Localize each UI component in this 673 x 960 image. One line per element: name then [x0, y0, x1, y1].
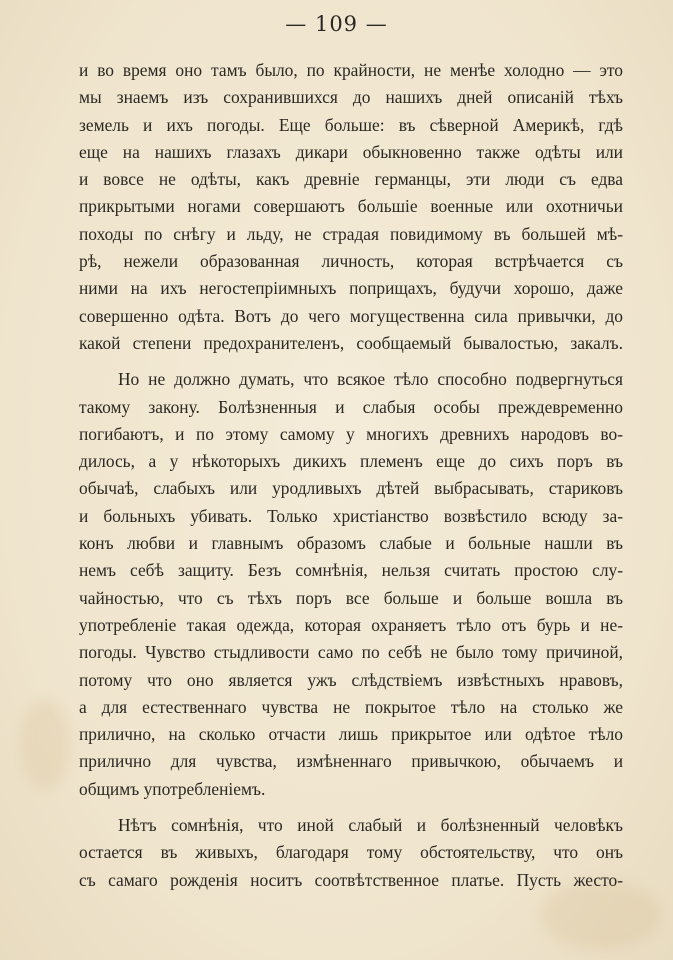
- text-line: общимъ употребленіемъ.: [79, 778, 266, 799]
- text-line: немъ себѣ защиту. Безъ сомнѣнія, нельзя считать простою слу-: [79, 560, 623, 581]
- text-line: погибаютъ, и по этому самому у многихъ древнихъ народовъ во-: [79, 423, 623, 444]
- paper-stain: [20, 700, 70, 790]
- text-line: прилично для чувства, измѣненнаго привычкою, обычаемъ и: [79, 751, 623, 772]
- text-line: еще на нашихъ глазахъ дикари обыкновенно также одѣты или: [79, 141, 623, 162]
- paragraph-gap: [79, 357, 623, 366]
- text-line: остается въ живыхъ, благодаря тому обстоятельству, что онъ: [79, 842, 623, 863]
- text-line: и больныхъ убивать. Только христіанство возвѣстило всюду за-: [79, 505, 623, 526]
- text-line: рѣ, нежели образованная личность, которая встрѣчается съ: [79, 251, 623, 272]
- text-line: мы знаемъ изъ сохранившихся до нашихъ дней описаній тѣхъ: [79, 87, 623, 108]
- text-line: прилично, на сколько отчасти лишь прикрытое или одѣтое тѣло: [79, 724, 623, 745]
- text-line: какой степени предохранителенъ, сообщаемый бывалостью, закалъ.: [79, 332, 623, 353]
- text-line: земель и ихъ погоды. Еще больше: въ сѣверной Америкѣ, гдѣ: [79, 114, 623, 135]
- text-line: и вовсе не одѣты, какъ древніе германцы, эти люди съ едва: [79, 169, 623, 190]
- text-line: а для естественнаго чувства не покрытое тѣло на столько же: [79, 696, 623, 717]
- text-line: потому что оно является ужъ слѣдствіемъ извѣстныхъ нравовъ,: [79, 669, 623, 690]
- body-text: [79, 57, 623, 894]
- text-line: прикрытыми ногами совершаютъ большіе военные или охотничьи: [79, 196, 623, 217]
- text-line: и во время оно тамъ было, по крайности, не менѣе холодно — это: [79, 60, 623, 80]
- text-line: Нѣтъ сомнѣнія, что иной слабый и болѣзненный человѣкъ: [118, 815, 623, 836]
- text-line: такому закону. Болѣзненныя и слабыя особы преждевременно: [79, 396, 623, 417]
- text-line: совершенно одѣта. Вотъ до чего могущественна сила привычки, до: [79, 305, 623, 326]
- text-line: употребленіе такая одежда, которая охраняетъ тѣло отъ бурь и не-: [79, 614, 623, 635]
- text-line: дилось, а у нѣкоторыхъ дикихъ племенъ еще до сихъ поръ въ: [79, 451, 623, 472]
- page-number-header: — 109 —: [285, 12, 388, 36]
- text-line: походы по снѣгу и льду, не страдая повидимому въ большей мѣ-: [79, 223, 623, 244]
- text-line: Но не должно думать, что всякое тѣло способно подвергнуться: [118, 369, 623, 390]
- text-line: конъ любви и главнымъ образомъ слабые и больные нашли въ: [79, 533, 623, 554]
- text-line: погоды. Чувство стыдливости само по себѣ не было тому причиной,: [79, 642, 623, 663]
- text-line: ними на ихъ негостепріимныхъ поприщахъ, будучи хорошо, даже: [79, 278, 623, 299]
- text-line: чайностью, что съ тѣхъ поръ все больше и больше вошла въ: [79, 587, 623, 608]
- text-line: обычаѣ, слабыхъ или уродливыхъ дѣтей выбрасывать, стариковъ: [79, 478, 623, 499]
- paragraph-gap: [79, 803, 623, 812]
- text-line: съ самаго рожденія носитъ соотвѣтственное платье. Пусть жесто-: [79, 869, 623, 890]
